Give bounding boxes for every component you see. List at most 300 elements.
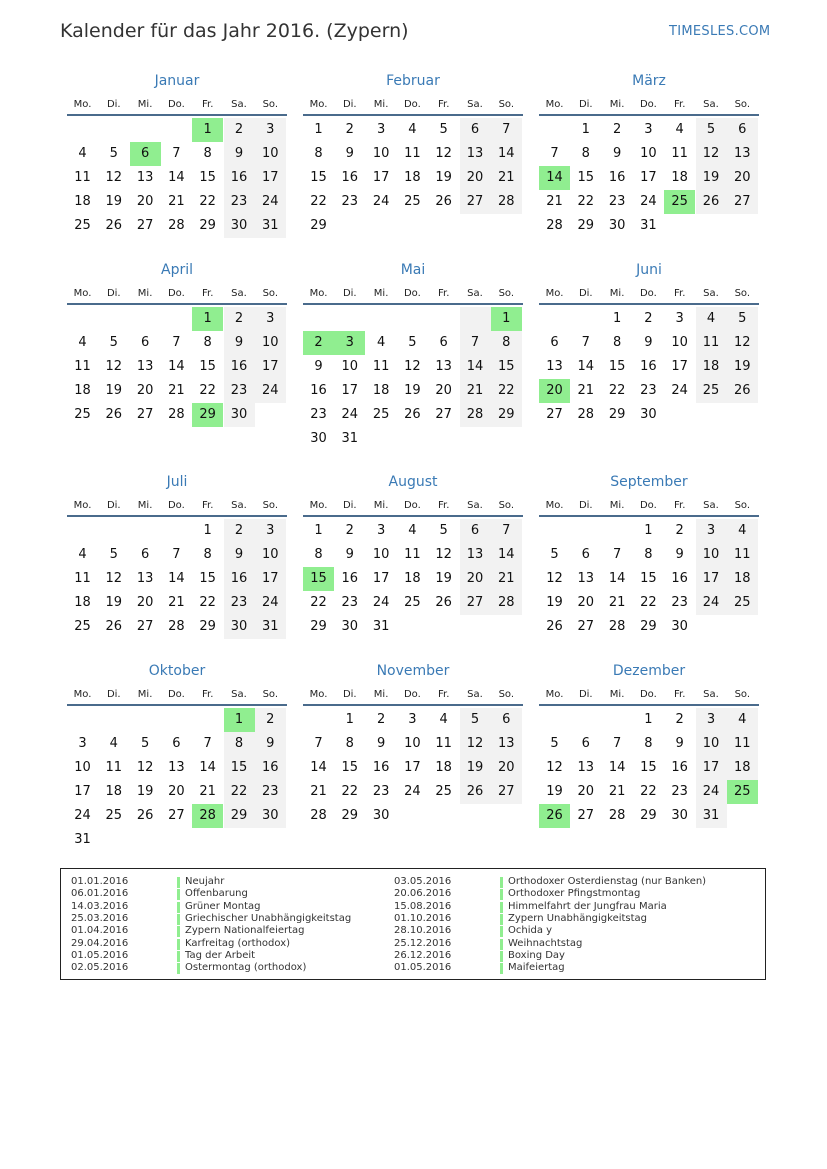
day-cell: 12 bbox=[404, 359, 421, 374]
holiday-day-cell: 26 bbox=[539, 804, 570, 828]
day-cell: 3 bbox=[696, 519, 727, 543]
day-cell: 1 bbox=[581, 122, 590, 137]
weekday-header: Mi. bbox=[609, 288, 625, 299]
holiday-day-cell: 3 bbox=[334, 331, 365, 355]
month-header-divider bbox=[303, 704, 523, 706]
weekday-header: Mi. bbox=[137, 99, 153, 110]
weekday-header: Fr. bbox=[201, 500, 214, 511]
weekday-header: Di. bbox=[342, 288, 357, 299]
day-cell: 17 bbox=[255, 567, 286, 591]
day-cell: 20 bbox=[168, 784, 185, 799]
day-cell: 2 bbox=[612, 122, 622, 137]
weekday-header: Do. bbox=[639, 500, 657, 511]
day-cell: 2 bbox=[376, 712, 386, 727]
holiday-day-cell: 1 bbox=[192, 307, 223, 331]
day-cell: 24 bbox=[404, 784, 421, 799]
weekday-header: Di. bbox=[342, 99, 357, 110]
month-header-divider bbox=[539, 515, 759, 517]
day-cell: 18 bbox=[372, 383, 390, 398]
day-cell: 1 bbox=[314, 122, 323, 137]
month-name: Februar bbox=[386, 73, 440, 89]
day-cell: 10 bbox=[696, 543, 727, 567]
legend-color-marker bbox=[500, 902, 503, 913]
weekday-header: Di. bbox=[342, 689, 357, 700]
day-cell: 28 bbox=[491, 190, 522, 214]
day-cell: 17 bbox=[255, 355, 286, 379]
day-cell: 18 bbox=[105, 784, 123, 799]
day-cell: 8 bbox=[612, 335, 622, 350]
day-cell: 11 bbox=[74, 571, 91, 586]
day-cell: 5 bbox=[550, 736, 559, 751]
day-cell: 28 bbox=[608, 808, 626, 823]
day-cell: 24 bbox=[372, 595, 390, 610]
weekday-header: Do. bbox=[639, 689, 657, 700]
day-cell: 22 bbox=[199, 194, 216, 209]
day-cell: 26 bbox=[460, 780, 491, 804]
weekday-header: Mi. bbox=[609, 500, 625, 511]
day-cell: 23 bbox=[255, 780, 286, 804]
day-cell: 12 bbox=[546, 760, 563, 775]
day-cell: 25 bbox=[435, 784, 452, 799]
day-cell: 27 bbox=[136, 218, 154, 233]
day-cell: 2 bbox=[345, 122, 354, 137]
legend-color-marker bbox=[177, 951, 180, 962]
day-cell: 29 bbox=[310, 218, 327, 233]
day-cell: 10 bbox=[255, 543, 286, 567]
day-cell: 12 bbox=[105, 170, 123, 185]
legend-row bbox=[394, 925, 724, 937]
day-cell: 16 bbox=[608, 170, 626, 185]
weekday-header: Mi. bbox=[137, 500, 153, 511]
day-cell: 4 bbox=[727, 519, 758, 543]
day-cell: 7 bbox=[172, 335, 181, 350]
day-cell: 14 bbox=[491, 142, 522, 166]
weekday-header: Do. bbox=[403, 500, 421, 511]
day-cell: 16 bbox=[372, 760, 390, 775]
weekday-header: Di. bbox=[578, 500, 593, 511]
day-cell: 3 bbox=[255, 118, 286, 142]
day-cell: 18 bbox=[74, 595, 91, 610]
day-cell: 2 bbox=[255, 708, 286, 732]
day-cell: 23 bbox=[608, 194, 626, 209]
day-cell: 18 bbox=[696, 355, 727, 379]
legend-row bbox=[394, 950, 724, 962]
day-cell: 15 bbox=[608, 359, 626, 374]
day-cell: 12 bbox=[435, 146, 452, 161]
day-cell: 4 bbox=[78, 146, 87, 161]
day-cell: 22 bbox=[577, 194, 595, 209]
day-cell: 18 bbox=[74, 194, 91, 209]
day-cell: 24 bbox=[671, 383, 688, 398]
day-cell: 5 bbox=[408, 335, 417, 350]
month-name: April bbox=[161, 262, 193, 278]
day-cell: 17 bbox=[640, 170, 657, 185]
weekday-header: Sa. bbox=[467, 500, 483, 511]
day-cell: 9 bbox=[345, 547, 354, 562]
weekday-header: Do. bbox=[167, 288, 185, 299]
day-cell: 3 bbox=[376, 523, 386, 538]
day-cell: 6 bbox=[491, 708, 522, 732]
legend-holiday-name: Himmelfahrt der Jungfrau Maria bbox=[508, 900, 667, 912]
day-cell: 22 bbox=[608, 383, 626, 398]
day-cell: 16 bbox=[671, 571, 688, 586]
day-cell: 17 bbox=[372, 170, 390, 185]
weekday-header: Sa. bbox=[467, 99, 483, 110]
day-cell: 13 bbox=[435, 359, 452, 374]
legend-color-marker bbox=[177, 914, 180, 925]
weekday-header: Mo. bbox=[309, 288, 328, 299]
weekday-header: Mo. bbox=[309, 689, 328, 700]
day-cell: 16 bbox=[224, 166, 255, 190]
day-cell: 7 bbox=[314, 736, 323, 751]
day-cell: 5 bbox=[727, 307, 758, 331]
weekday-header: So. bbox=[262, 500, 279, 511]
day-cell: 30 bbox=[671, 619, 688, 634]
legend-row bbox=[71, 888, 401, 900]
day-cell: 6 bbox=[172, 736, 181, 751]
day-cell: 13 bbox=[136, 170, 154, 185]
day-cell: 3 bbox=[408, 712, 417, 727]
day-cell: 21 bbox=[168, 194, 185, 209]
day-cell: 11 bbox=[727, 732, 758, 756]
day-cell: 18 bbox=[404, 571, 421, 586]
weekday-header: So. bbox=[734, 288, 751, 299]
day-cell: 25 bbox=[404, 194, 421, 209]
day-cell: 24 bbox=[696, 780, 727, 804]
day-cell: 19 bbox=[404, 383, 421, 398]
legend-date: 01.05.2016 bbox=[71, 949, 129, 961]
day-cell: 16 bbox=[224, 567, 255, 591]
day-cell: 29 bbox=[341, 808, 359, 823]
weekday-header: Do. bbox=[167, 689, 185, 700]
legend-row bbox=[394, 938, 724, 950]
weekday-header: Mi. bbox=[137, 689, 153, 700]
weekday-header: So. bbox=[498, 99, 515, 110]
legend-holiday-name: Weihnachtstag bbox=[508, 937, 583, 949]
weekday-header: Sa. bbox=[703, 500, 719, 511]
day-cell: 24 bbox=[640, 194, 657, 209]
day-cell: 21 bbox=[491, 567, 522, 591]
day-cell: 27 bbox=[136, 407, 154, 422]
legend-date: 15.08.2016 bbox=[394, 900, 452, 912]
day-cell: 28 bbox=[460, 403, 491, 427]
day-cell: 6 bbox=[460, 118, 491, 142]
legend-row bbox=[71, 950, 401, 962]
day-cell: 26 bbox=[105, 407, 123, 422]
month-name: September bbox=[610, 474, 688, 490]
day-cell: 21 bbox=[608, 595, 626, 610]
day-cell: 21 bbox=[460, 379, 491, 403]
legend-row bbox=[71, 962, 401, 974]
day-cell: 12 bbox=[136, 760, 154, 775]
day-cell: 8 bbox=[314, 547, 323, 562]
day-cell: 11 bbox=[404, 547, 421, 562]
weekday-header: Do. bbox=[403, 689, 421, 700]
day-cell: 25 bbox=[74, 218, 91, 233]
legend-holiday-name: Karfreitag (orthodox) bbox=[185, 937, 291, 949]
day-cell: 12 bbox=[460, 732, 491, 756]
weekday-header: Mo. bbox=[545, 500, 564, 511]
weekday-header: Fr. bbox=[201, 288, 214, 299]
legend-color-marker bbox=[500, 889, 503, 900]
legend-holiday-name: Orthodoxer Pfingstmontag bbox=[508, 888, 641, 900]
legend-date: 20.06.2016 bbox=[394, 888, 452, 900]
day-cell: 4 bbox=[696, 307, 727, 331]
weekday-header: Do. bbox=[639, 99, 657, 110]
day-cell: 14 bbox=[577, 359, 595, 374]
day-cell: 13 bbox=[577, 571, 595, 586]
weekday-header: Di. bbox=[578, 99, 593, 110]
day-cell: 27 bbox=[460, 591, 491, 615]
day-cell: 18 bbox=[404, 170, 421, 185]
day-cell: 9 bbox=[644, 335, 653, 350]
weekday-header: Mo. bbox=[73, 689, 92, 700]
day-cell: 4 bbox=[408, 122, 417, 137]
day-cell: 30 bbox=[310, 431, 327, 446]
day-cell: 2 bbox=[644, 311, 653, 326]
month-name: Dezember bbox=[612, 663, 686, 679]
day-cell: 26 bbox=[727, 379, 758, 403]
weekday-header: Do. bbox=[167, 99, 185, 110]
legend-row bbox=[71, 925, 401, 937]
day-cell: 16 bbox=[341, 571, 359, 586]
day-cell: 8 bbox=[203, 547, 212, 562]
day-cell: 14 bbox=[310, 760, 327, 775]
day-cell: 16 bbox=[341, 170, 359, 185]
day-cell: 28 bbox=[168, 407, 185, 422]
day-cell: 23 bbox=[671, 595, 688, 610]
weekday-header: Fr. bbox=[673, 99, 686, 110]
month-header-divider bbox=[67, 704, 287, 706]
day-cell: 17 bbox=[255, 166, 286, 190]
day-cell: 9 bbox=[224, 331, 255, 355]
day-cell: 28 bbox=[310, 808, 327, 823]
weekday-header: So. bbox=[498, 689, 515, 700]
day-cell: 26 bbox=[105, 619, 123, 634]
day-cell: 10 bbox=[255, 142, 286, 166]
day-cell: 7 bbox=[550, 146, 559, 161]
day-cell: 9 bbox=[224, 543, 255, 567]
day-cell: 30 bbox=[372, 808, 390, 823]
month-header-divider bbox=[539, 114, 759, 116]
holiday-day-cell: 1 bbox=[224, 708, 255, 732]
day-cell: 16 bbox=[224, 355, 255, 379]
day-cell: 8 bbox=[203, 335, 212, 350]
weekday-header: Fr. bbox=[437, 689, 450, 700]
day-cell: 5 bbox=[696, 118, 727, 142]
day-cell: 17 bbox=[696, 756, 727, 780]
day-cell: 6 bbox=[581, 547, 590, 562]
day-cell: 13 bbox=[460, 142, 491, 166]
day-cell: 5 bbox=[109, 335, 118, 350]
day-cell: 14 bbox=[608, 571, 626, 586]
holiday-legend bbox=[60, 868, 766, 980]
month-header-divider bbox=[539, 303, 759, 305]
weekday-header: Sa. bbox=[231, 288, 247, 299]
day-cell: 29 bbox=[199, 619, 216, 634]
day-cell: 13 bbox=[546, 359, 563, 374]
weekday-header: So. bbox=[498, 500, 515, 511]
holiday-day-cell: 14 bbox=[539, 166, 570, 190]
day-cell: 3 bbox=[644, 122, 653, 137]
day-cell: 22 bbox=[491, 379, 522, 403]
legend-date: 25.12.2016 bbox=[394, 937, 452, 949]
weekday-header: Fr. bbox=[201, 689, 214, 700]
day-cell: 14 bbox=[168, 571, 185, 586]
day-cell: 21 bbox=[199, 784, 216, 799]
day-cell: 9 bbox=[675, 736, 684, 751]
weekday-header: So. bbox=[262, 288, 279, 299]
day-cell: 29 bbox=[640, 808, 657, 823]
day-cell: 6 bbox=[460, 519, 491, 543]
legend-holiday-name: Tag der Arbeit bbox=[185, 949, 256, 961]
day-cell: 4 bbox=[408, 523, 417, 538]
day-cell: 11 bbox=[696, 331, 727, 355]
day-cell: 9 bbox=[345, 146, 354, 161]
day-cell: 30 bbox=[224, 214, 255, 238]
day-cell: 9 bbox=[376, 736, 386, 751]
legend-color-marker bbox=[500, 926, 503, 937]
day-cell: 12 bbox=[105, 571, 123, 586]
day-cell: 29 bbox=[224, 804, 255, 828]
brand-logo-text[interactable]: TIMESLES.COM bbox=[669, 24, 771, 39]
legend-holiday-name: Grüner Montag bbox=[185, 900, 261, 912]
day-cell: 2 bbox=[345, 523, 354, 538]
day-cell: 17 bbox=[372, 571, 390, 586]
day-cell: 21 bbox=[168, 383, 185, 398]
day-cell: 21 bbox=[546, 194, 563, 209]
weekday-header: Sa. bbox=[703, 288, 719, 299]
day-cell: 8 bbox=[491, 331, 522, 355]
legend-date: 01.05.2016 bbox=[394, 962, 452, 974]
holiday-day-cell: 2 bbox=[303, 331, 334, 355]
day-cell: 10 bbox=[696, 732, 727, 756]
day-cell: 21 bbox=[577, 383, 595, 398]
legend-date: 29.04.2016 bbox=[71, 937, 129, 949]
day-cell: 12 bbox=[435, 547, 452, 562]
day-cell: 23 bbox=[310, 407, 327, 422]
day-cell: 2 bbox=[224, 307, 255, 331]
legend-color-marker bbox=[177, 926, 180, 937]
day-cell: 25 bbox=[105, 808, 123, 823]
day-cell: 16 bbox=[310, 383, 327, 398]
weekday-header: So. bbox=[498, 288, 515, 299]
day-cell: 28 bbox=[577, 407, 595, 422]
day-cell: 5 bbox=[460, 708, 491, 732]
day-cell: 26 bbox=[696, 190, 727, 214]
weekday-header: Mi. bbox=[609, 99, 625, 110]
day-cell: 1 bbox=[345, 712, 354, 727]
holiday-day-cell: 29 bbox=[192, 403, 223, 427]
weekday-header: Fr. bbox=[437, 99, 450, 110]
day-cell: 19 bbox=[105, 194, 123, 209]
day-cell: 15 bbox=[310, 170, 327, 185]
day-cell: 3 bbox=[675, 311, 684, 326]
day-cell: 31 bbox=[255, 214, 286, 238]
legend-color-marker bbox=[177, 963, 180, 974]
day-cell: 29 bbox=[199, 218, 216, 233]
day-cell: 19 bbox=[105, 595, 123, 610]
day-cell: 13 bbox=[136, 359, 154, 374]
day-cell: 13 bbox=[168, 760, 185, 775]
weekday-header: Sa. bbox=[703, 689, 719, 700]
day-cell: 19 bbox=[546, 595, 563, 610]
holiday-day-cell: 15 bbox=[303, 567, 334, 591]
day-cell: 7 bbox=[612, 547, 622, 562]
day-cell: 17 bbox=[404, 760, 421, 775]
day-cell: 29 bbox=[608, 407, 626, 422]
day-cell: 20 bbox=[577, 595, 595, 610]
day-cell: 23 bbox=[640, 383, 657, 398]
day-cell: 3 bbox=[255, 307, 286, 331]
holiday-day-cell: 25 bbox=[727, 780, 758, 804]
legend-row bbox=[394, 888, 724, 900]
day-cell: 2 bbox=[224, 118, 255, 142]
day-cell: 14 bbox=[199, 760, 216, 775]
day-cell: 17 bbox=[74, 784, 91, 799]
day-cell: 18 bbox=[727, 756, 758, 780]
day-cell: 10 bbox=[372, 146, 390, 161]
day-cell: 11 bbox=[404, 146, 421, 161]
day-cell: 29 bbox=[577, 218, 595, 233]
day-cell: 4 bbox=[109, 736, 118, 751]
day-cell: 13 bbox=[727, 142, 758, 166]
day-cell: 22 bbox=[199, 595, 216, 610]
day-cell: 8 bbox=[581, 146, 590, 161]
day-cell: 23 bbox=[341, 595, 359, 610]
day-cell: 19 bbox=[435, 571, 452, 586]
day-cell: 15 bbox=[224, 756, 255, 780]
day-cell: 16 bbox=[640, 359, 657, 374]
day-cell: 24 bbox=[74, 808, 91, 823]
day-cell: 27 bbox=[546, 407, 563, 422]
legend-date: 03.05.2016 bbox=[394, 876, 452, 887]
legend-holiday-name: Offenbarung bbox=[185, 888, 248, 900]
day-cell: 15 bbox=[199, 359, 216, 374]
weekday-header: Mo. bbox=[545, 99, 564, 110]
day-cell: 2 bbox=[675, 523, 684, 538]
legend-holiday-name: Neujahr bbox=[185, 876, 225, 887]
weekday-header: Mo. bbox=[545, 288, 564, 299]
day-cell: 8 bbox=[644, 547, 653, 562]
day-cell: 7 bbox=[581, 335, 590, 350]
day-cell: 24 bbox=[696, 591, 727, 615]
month-header-divider bbox=[303, 515, 523, 517]
day-cell: 24 bbox=[255, 591, 286, 615]
holiday-day-cell: 1 bbox=[491, 307, 522, 331]
day-cell: 11 bbox=[435, 736, 452, 751]
day-cell: 30 bbox=[671, 808, 688, 823]
day-cell: 27 bbox=[577, 619, 595, 634]
day-cell: 6 bbox=[140, 547, 150, 562]
day-cell: 19 bbox=[546, 784, 563, 799]
day-cell: 24 bbox=[341, 407, 359, 422]
day-cell: 21 bbox=[491, 166, 522, 190]
weekday-header: Mo. bbox=[73, 500, 92, 511]
day-cell: 24 bbox=[255, 379, 286, 403]
day-cell: 19 bbox=[696, 166, 727, 190]
weekday-header: Sa. bbox=[703, 99, 719, 110]
day-cell: 10 bbox=[404, 736, 421, 751]
day-cell: 24 bbox=[255, 190, 286, 214]
day-cell: 4 bbox=[727, 708, 758, 732]
legend-color-marker bbox=[500, 914, 503, 925]
day-cell: 31 bbox=[74, 832, 91, 847]
legend-color-marker bbox=[177, 939, 180, 950]
day-cell: 13 bbox=[577, 760, 595, 775]
day-cell: 22 bbox=[224, 780, 255, 804]
day-cell: 30 bbox=[255, 804, 286, 828]
